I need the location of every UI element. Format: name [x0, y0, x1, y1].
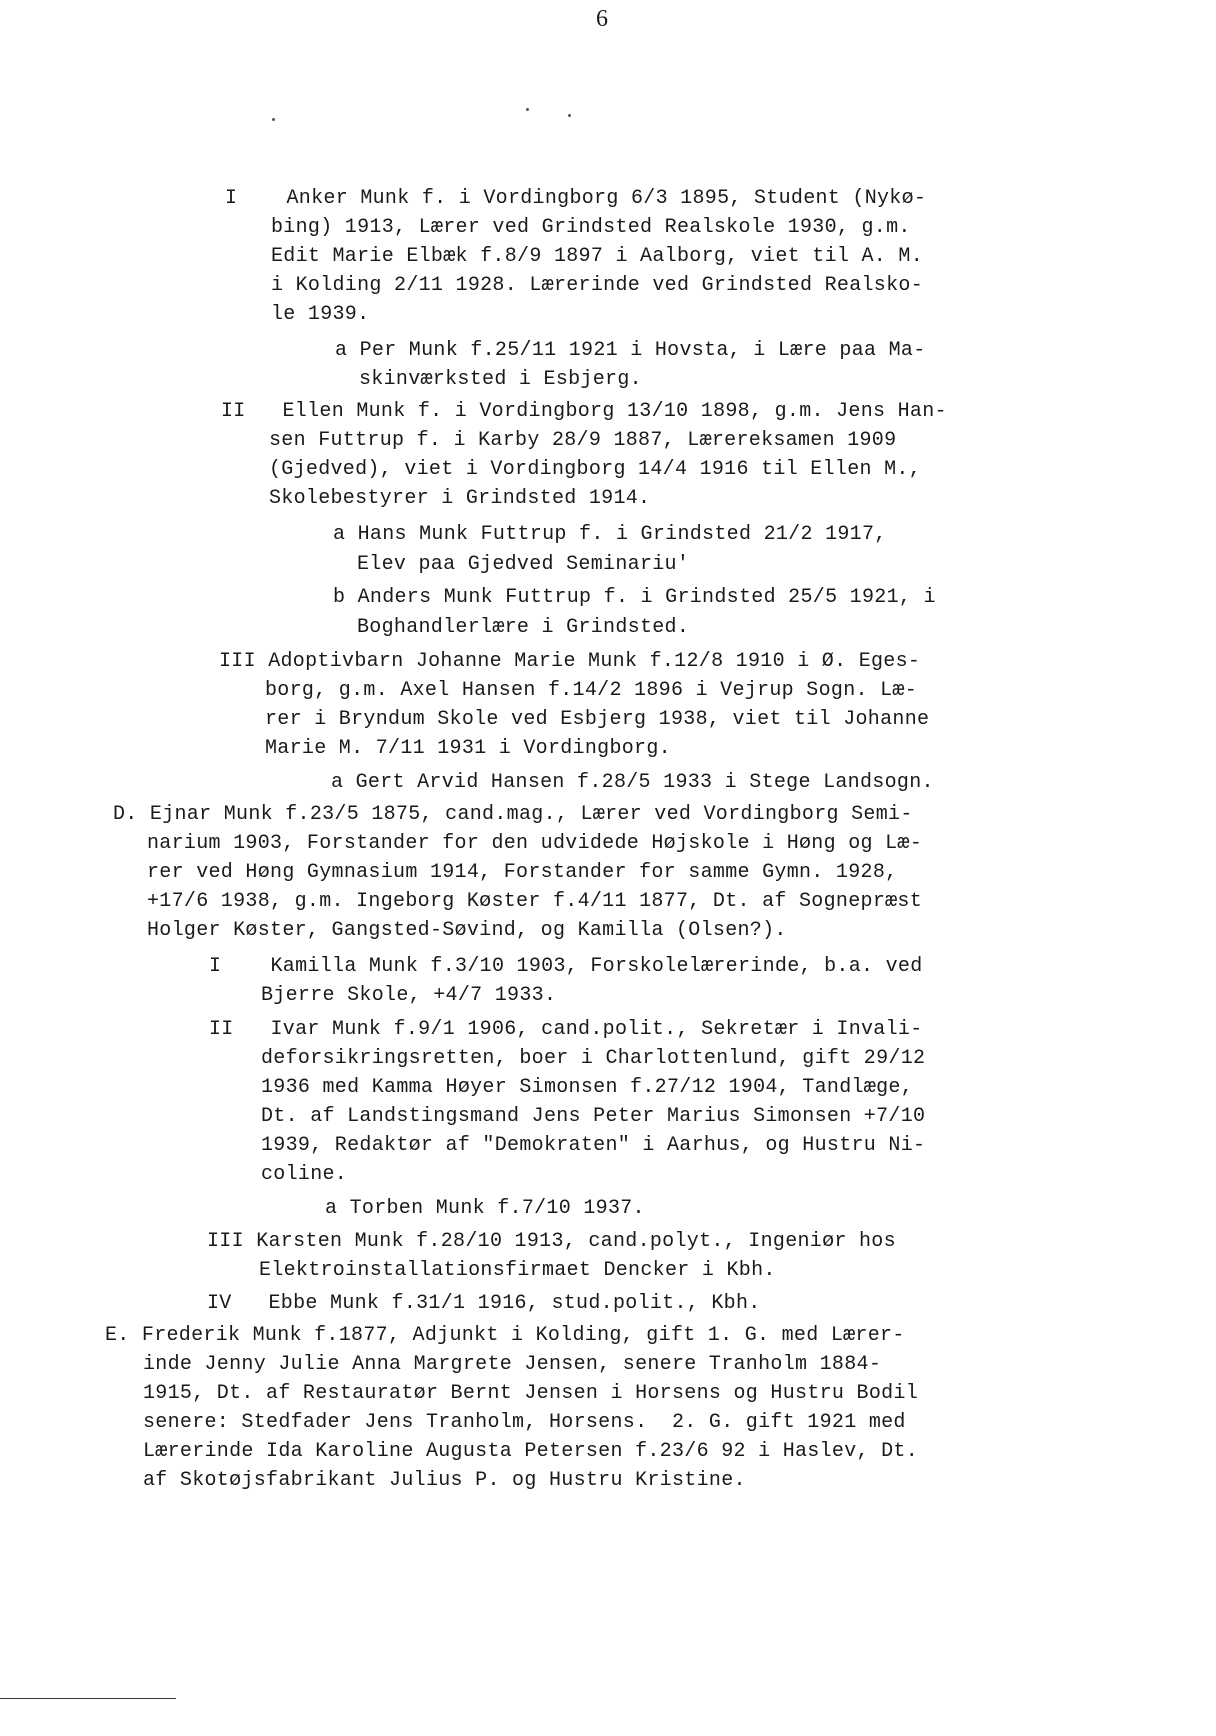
text-line: sen Futtrup f. i Karby 28/9 1887, Lærereksamen 1909 — [269, 429, 897, 452]
text-line: b Anders Munk Futtrup f. i Grindsted 25/5 1921, i — [333, 586, 936, 609]
text-line: af Skotøjsfabrikant Julius P. og Hustru Kristine. — [143, 1469, 746, 1492]
text-line: senere: Stedfader Jens Tranholm, Horsens. 2. G. gift 1921 med — [143, 1411, 906, 1434]
text-line: coline. — [261, 1163, 348, 1186]
text-line: Elektroinstallationsfirmaet Dencker i Kbh. — [259, 1259, 776, 1282]
text-line: bing) 1913, Lærer ved Grindsted Realskole 1930, g.m. — [271, 216, 911, 239]
text-line: E. Frederik Munk f.1877, Adjunkt i Kolding, gift 1. G. med Lærer- — [105, 1324, 905, 1347]
text-line: Skolebestyrer i Grindsted 1914. — [269, 487, 651, 510]
text-line: a Per Munk f.25/11 1921 i Hovsta, i Lære paa Ma- — [335, 339, 926, 362]
text-line: 1915, Dt. af Restauratør Bernt Jensen i Horsens og Hustru Bodil — [143, 1382, 919, 1405]
text-line: Edit Marie Elbæk f.8/9 1897 i Aalborg, viet til A. M. — [271, 245, 924, 268]
text-line: Lærerinde Ida Karoline Augusta Petersen f.23/6 92 i Haslev, Dt. — [143, 1440, 919, 1463]
bottom-rule — [0, 1698, 176, 1699]
text-line: rer i Bryndum Skole ved Esbjerg 1938, viet til Johanne — [265, 708, 930, 731]
text-line: Boghandlerlære i Grindsted. — [357, 616, 690, 639]
text-line: inde Jenny Julie Anna Margrete Jensen, senere Tranholm 1884- — [143, 1353, 882, 1376]
text-line: Bjerre Skole, +4/7 1933. — [261, 984, 557, 1007]
text-line: 1939, Redaktør af "Demokraten" i Aarhus, og Hustru Ni- — [261, 1134, 926, 1157]
text-line: I Anker Munk f. i Vordingborg 6/3 1895, Student (Nykø- — [225, 187, 927, 210]
text-line: II Ellen Munk f. i Vordingborg 13/10 1898, g.m. Jens Han- — [221, 400, 947, 423]
text-line: rer ved Høng Gymnasium 1914, Forstander for samme Gymn. 1928, — [147, 861, 898, 884]
text-line: a Gert Arvid Hansen f.28/5 1933 i Stege Landsogn. — [331, 771, 934, 794]
page-number: 6 — [596, 6, 608, 32]
text-line: I Kamilla Munk f.3/10 1903, Forskolelærerinde, b.a. ved — [209, 955, 923, 978]
text-line: II Ivar Munk f.9/1 1906, cand.polit., Sekretær i Invali- — [209, 1018, 923, 1041]
text-line: III Karsten Munk f.28/10 1913, cand.polyt., Ingeniør hos — [207, 1230, 896, 1253]
speck — [272, 118, 275, 121]
text-line: i Kolding 2/11 1928. Lærerinde ved Grindsted Realsko- — [271, 274, 924, 297]
speck — [568, 114, 571, 117]
speck — [526, 108, 529, 111]
text-line: Dt. af Landstingsmand Jens Peter Marius Simonsen +7/10 — [261, 1105, 926, 1128]
text-line: le 1939. — [271, 303, 370, 326]
text-line: borg, g.m. Axel Hansen f.14/2 1896 i Vejrup Sogn. Læ- — [265, 679, 918, 702]
text-line: 1936 med Kamma Høyer Simonsen f.27/12 1904, Tandlæge, — [261, 1076, 914, 1099]
text-line: skinværksted i Esbjerg. — [359, 368, 642, 391]
text-line: Elev paa Gjedved Seminariu' — [357, 553, 690, 576]
text-line: deforsikringsretten, boer i Charlottenlund, gift 29/12 — [261, 1047, 926, 1070]
text-line: Holger Køster, Gangsted-Søvind, og Kamilla (Olsen?). — [147, 919, 787, 942]
text-line: III Adoptivbarn Johanne Marie Munk f.12/8 1910 i Ø. Eges- — [219, 650, 921, 673]
text-line: +17/6 1938, g.m. Ingeborg Køster f.4/11 1877, Dt. af Sognepræst — [147, 890, 923, 913]
text-line: (Gjedved), viet i Vordingborg 14/4 1916 til Ellen M., — [269, 458, 922, 481]
text-line: IV Ebbe Munk f.31/1 1916, stud.polit., Kbh. — [207, 1292, 761, 1315]
text-line: a Torben Munk f.7/10 1937. — [325, 1197, 645, 1220]
text-line: a Hans Munk Futtrup f. i Grindsted 21/2 1917, — [333, 523, 887, 546]
text-line: narium 1903, Forstander for den udvidede Højskole i Høng og Læ- — [147, 832, 923, 855]
text-line: Marie M. 7/11 1931 i Vordingborg. — [265, 737, 671, 760]
text-line: D. Ejnar Munk f.23/5 1875, cand.mag., Lærer ved Vordingborg Semi- — [113, 803, 913, 826]
